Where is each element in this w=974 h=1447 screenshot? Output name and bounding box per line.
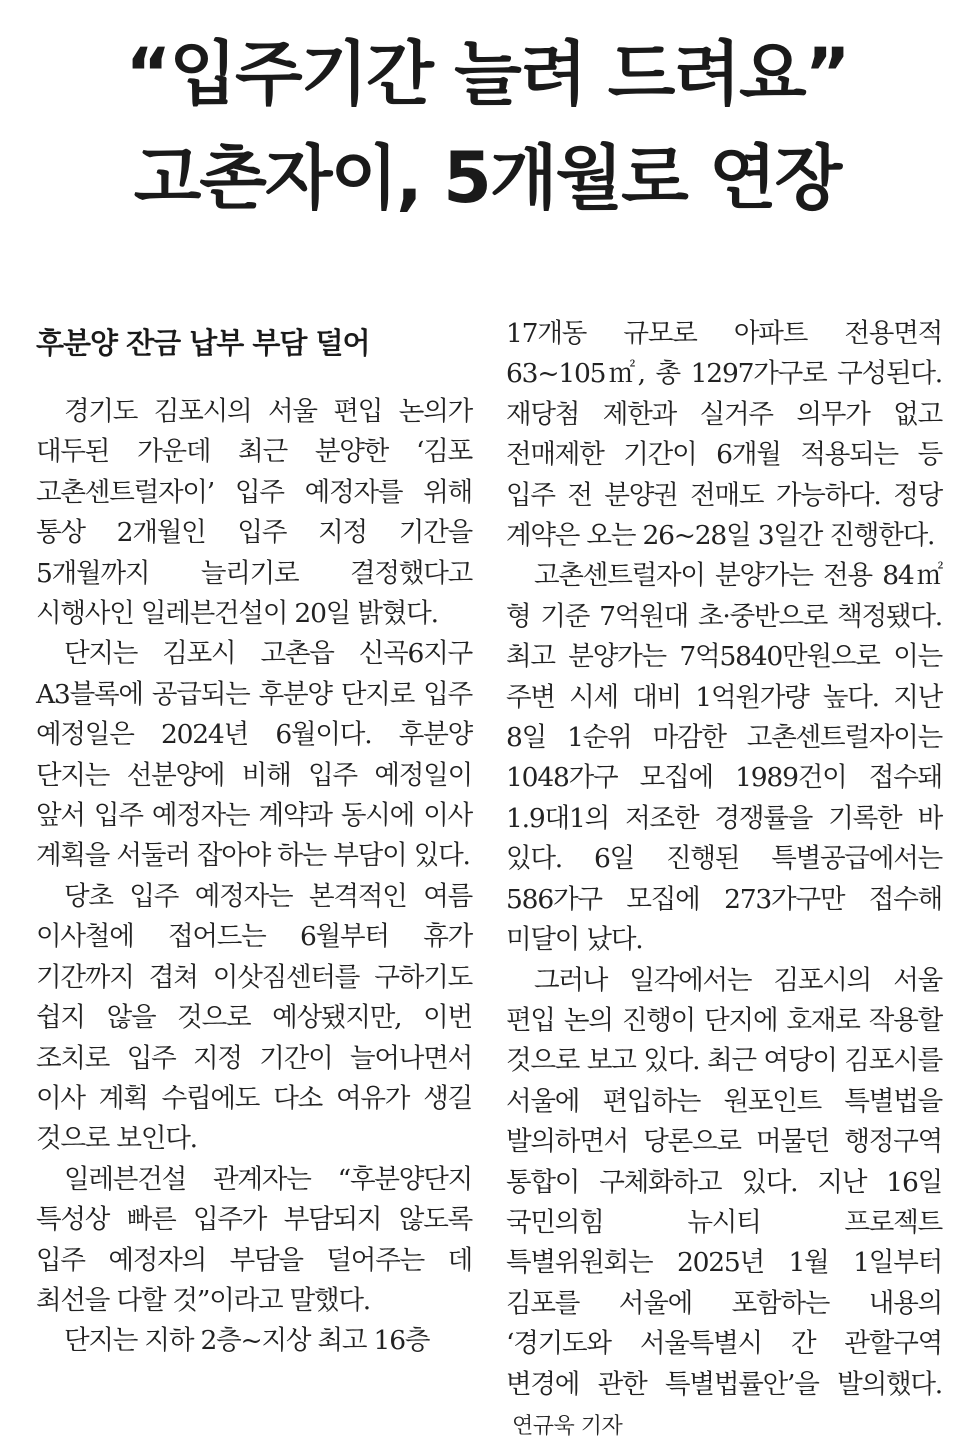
subheadline: 후분양 잔금 납부 부담 덜어 (36, 314, 472, 372)
article-paragraph-6: 고촌센트럴자이 분양가는 전용 84㎡형 기준 7억원대 초·중반으로 책정됐다. 최고 분양가는 7억5840만원으로 이는 주변 시세 대비 1억원가량 높다. 지난 8일 1순위 마감한 고촌센트럴자이는 1048가구 모집에 1989건이 접수돼 1.9대1의 저조한 경쟁률을 기록한 바 있다. 6일 진행된 특별공급에서는 586가구 모집에 273가구만 접수해 미달이 났다. (506, 556, 942, 960)
article-paragraph-3: 당초 입주 예정자는 본격적인 여름 이사철에 접어드는 6월부터 휴가 기간까지 겹쳐 이삿짐센터를 구하기도 쉽지 않을 것으로 예상됐지만, 이번 조치로 입주 지정 기간이 늘어나면서 이사 계획 수립에도 다소 여유가 생길 것으로 보인다. (36, 877, 472, 1160)
article-paragraph-1: 경기도 김포시의 서울 편입 논의가 대두된 가운데 최근 분양한 ‘김포 고촌센트럴자이’ 입주 예정자를 위해 통상 2개월인 입주 지정 기간을 5개월까지 늘리기로 결정했다고 시행사인 일레븐건설이 20일 밝혔다. (36, 392, 472, 634)
headline-line-1: “입주기간 늘려 드려요” (0, 22, 974, 126)
article-paragraph-7-text: 그러나 일각에서는 김포시의 서울 편입 논의 진행이 단지에 호재로 작용할 것으로 보고 있다. 최근 여당이 김포시를 서울에 편입하는 원포인트 특별법을 발의하면서 당론으로 머물던 행정구역 통합이 구체화하고 있다. 지난 16일 국민의힘 뉴시티 프로젝트 특별위원회는 2025년 1월 1일부터 김포를 서울에 포함하는 내용의 ‘경기도와 서울특별시 간 관할구역 변경에 관한 특별법률안’을 발의했다. (506, 965, 942, 1400)
article-paragraph-4: 일레븐건설 관계자는 “후분양단지 특성상 빠른 입주가 부담되지 않도록 입주 예정자의 부담을 덜어주는 데 최선을 다할 것”이라고 말했다. (36, 1160, 472, 1322)
byline: 연규욱 기자 (512, 1414, 622, 1439)
article-paragraph-2: 단지는 김포시 고촌읍 신곡6지구 A3블록에 공급되는 후분양 단지로 입주 예정일은 2024년 6월이다. 후분양 단지는 선분양에 비해 입주 예정일이 앞서 입주 예정자는 계약과 동시에 이사 계획을 서둘러 잡아야 하는 부담이 있다. (36, 634, 472, 876)
article-paragraph-5: 단지는 지하 2층~지상 최고 16층 (36, 1321, 472, 1361)
headline (0, 22, 974, 230)
article-paragraph-5-continued: 17개동 규모로 아파트 전용면적 63~105㎡, 총 1297가구로 구성된다. 재당첨 제한과 실거주 의무가 없고 전매제한 기간이 6개월 적용되는 등 입주 전 분양권 전매도 가능하다. 정당 계약은 오는 26~28일 3일간 진행한다. (506, 314, 942, 556)
article-column-right (506, 314, 942, 1447)
headline-line-2: 고촌자이, 5개월로 연장 (0, 126, 974, 230)
article-column-left (36, 314, 472, 1362)
article-paragraph-7 (506, 961, 942, 1447)
